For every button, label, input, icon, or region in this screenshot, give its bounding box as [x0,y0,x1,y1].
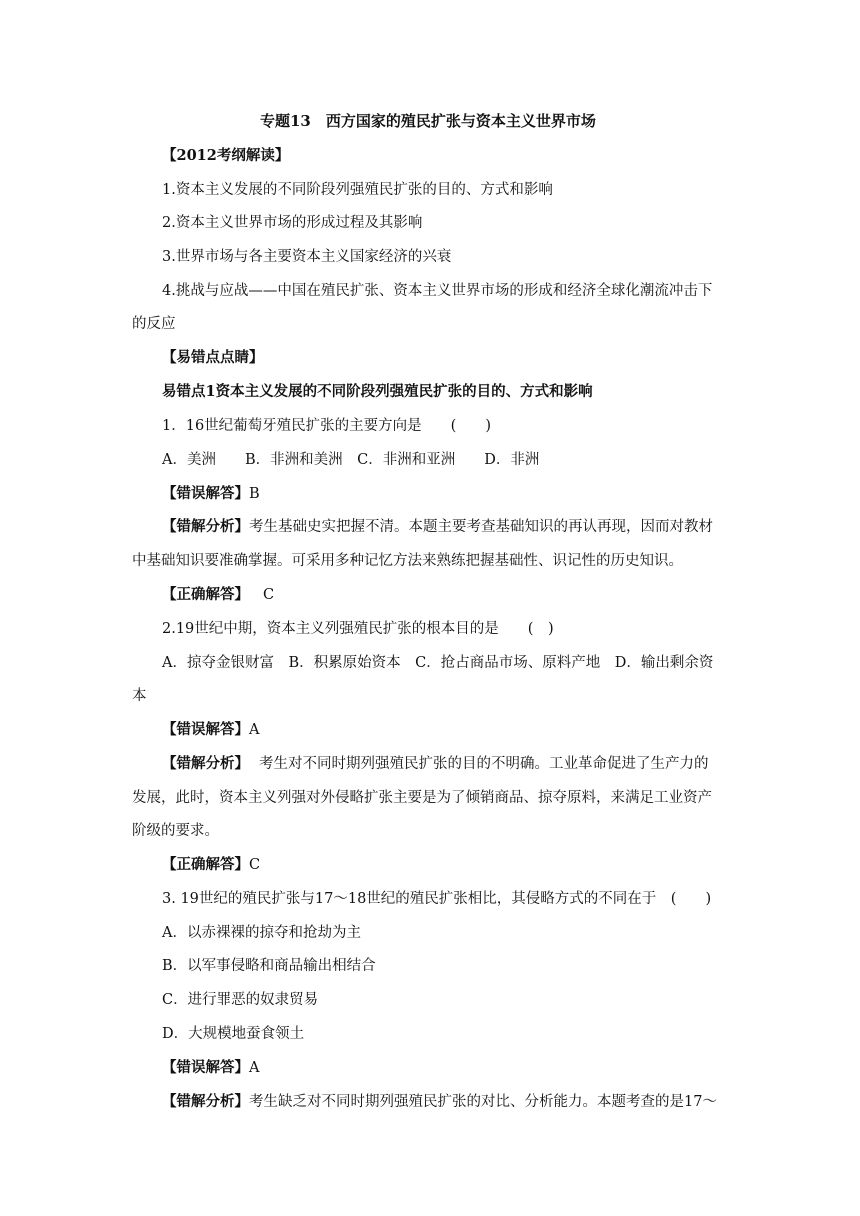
q1-analysis-line-1 [162,517,713,537]
q1-wrong-value: B [249,486,260,502]
q1-wrong-label: 【错误解答】 [162,485,249,502]
q3-option-b: B．以军事侵略和商品输出相结合 [162,958,376,974]
outline-item-4-cont: 的反应 [132,316,176,332]
q1-analysis-label: 【错解分析】 [162,518,249,535]
q2-stem: 2.19世纪中期，资本主义列强殖民扩张的根本目的是 ( ) [162,621,554,637]
q1-correct-answer [162,585,274,605]
q3-option-a: A．以赤裸裸的掠夺和抢劫为主 [162,925,361,941]
q3-option-d: D．大规模地蚕食领土 [162,1026,305,1042]
q3-wrong-label: 【错误解答】 [162,1059,249,1076]
q2-wrong-value: A [249,722,260,738]
q2-correct-answer [162,855,260,875]
q3-analysis-text-1: 考生缺乏对不同时期列强殖民扩张的对比、分析能力。本题考查的是17～ [249,1094,717,1110]
q1-analysis-text-1: 考生基础史实把握不清。本题主要考查基础知识的再认再现，因而对教材 [249,519,713,535]
q1-wrong-answer [162,484,260,504]
q1-correct-value: C [263,587,275,603]
outline-item-2: 2.资本主义世界市场的形成过程及其影响 [162,215,423,231]
q3-option-c: C．进行罪恶的奴隶贸易 [162,992,319,1008]
q2-analysis-line-1 [162,754,709,774]
q1-analysis-text-2: 中基础知识要准确掌握。可采用多种记忆方法来熟练把握基础性、识记性的历史知识。 [132,553,683,569]
q1-options: A．美洲 B．非洲和美洲 C．非洲和亚洲 D．非洲 [162,452,540,468]
q3-stem: 3. 19世纪的殖民扩张与17～18世纪的殖民扩张相比，其侵略方式的不同在于 ( ) [162,891,712,907]
q1-correct-label: 【正确解答】 [162,586,249,603]
q2-analysis-label: 【错解分析】 [162,755,249,772]
errors-heading: 【易错点点睛】 [162,349,264,366]
q2-analysis-text-2: 发展，此时，资本主义列强对外侵略扩张主要是为了倾销商品、掠夺原料，来满足工业资产 [132,790,712,806]
outline-item-4: 4.挑战与应战——中国在殖民扩张、资本主义世界市场的形成和经济全球化潮流冲击下 [162,283,713,299]
q3-analysis-label: 【错解分析】 [162,1093,249,1110]
q2-options-2: 本 [132,688,147,704]
q3-wrong-answer [162,1058,259,1078]
q3-wrong-value: A [249,1060,260,1076]
q1-stem: 1．16世纪葡萄牙殖民扩张的主要方向是 ( ) [162,418,491,434]
q2-correct-label: 【正确解答】 [162,856,249,873]
page-title: 专题13 西方国家的殖民扩张与资本主义世界市场 [260,112,596,130]
q2-wrong-label: 【错误解答】 [162,721,249,738]
q2-analysis-text-1: 考生对不同时期列强殖民扩张的目的不明确。工业革命促进了生产力的 [259,756,709,772]
outline-item-1: 1.资本主义发展的不同阶段列强殖民扩张的目的、方式和影响 [162,182,553,198]
q3-analysis-line-1 [162,1092,717,1112]
q2-wrong-answer [162,720,259,740]
q2-correct-value: C [249,857,261,873]
q2-analysis-text-3: 阶级的要求。 [132,823,219,839]
q2-options-1: A．掠夺金银财富 B．积累原始资本 C．抢占商品市场、原料产地 D．输出剩余资 [162,655,714,671]
errors-subheading: 易错点1资本主义发展的不同阶段列强殖民扩张的目的、方式和影响 [162,383,593,400]
outline-item-3: 3.世界市场与各主要资本主义国家经济的兴衰 [162,249,452,265]
outline-heading: 【2012考纲解读】 [162,147,290,164]
